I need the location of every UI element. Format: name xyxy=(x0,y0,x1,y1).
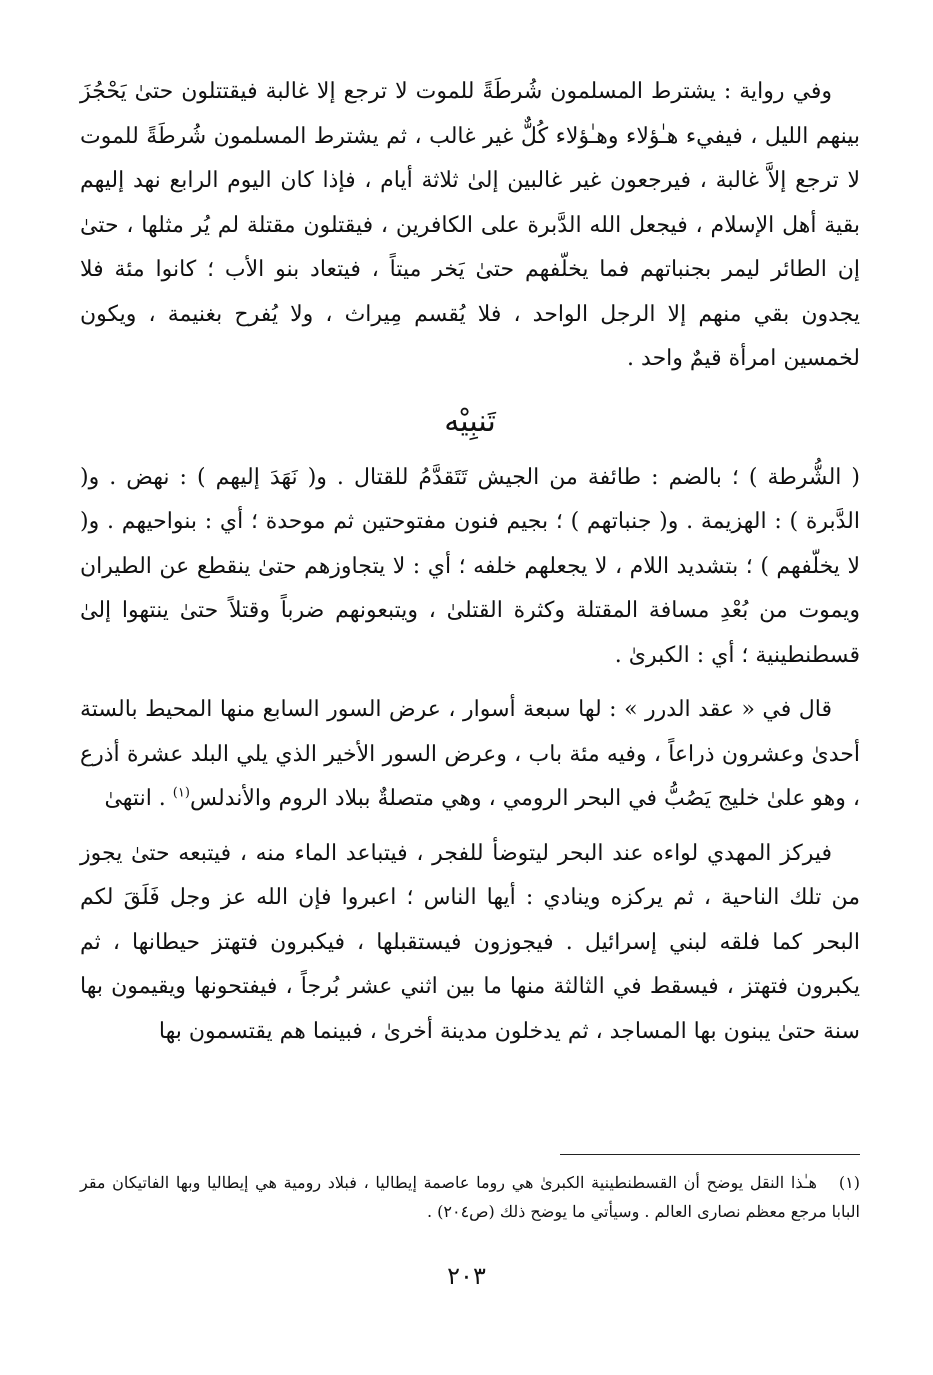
quote-paragraph-text: قال في « عقد الدرر » : لها سبعة أسوار ، عرض السور السابع منها المحيط بالستة أحدىٰ وعشرون ذراعاً ، وفيه مئة باب ، وعرض السور الأخير الذي يلي البلد عشرة أذرع ، وهو علىٰ خليج يَصُبُّ في البحر الرومي ، وهي متصلةٌ ببلاد الروم والأندلس xyxy=(80,697,860,811)
quote-paragraph xyxy=(80,688,860,822)
page-body xyxy=(80,70,860,1054)
glossary-paragraph: ( الشُّرطة ) ؛ بالضم : طائفة من الجيش تَتَقدَّمُ للقتال . و( نَهَدَ إليهم ) : نهض . و( الدَّبرة ) : الهزيمة . و( جنباتهم ) ؛ بجيم فنون مفتوحتين ثم موحدة ؛ أي : بنواحيهم . و( لا يخلّفهم ) ؛ بتشديد اللام ، لا يجعلهم خلفه ؛ أي : لا يتجاوزهم حتىٰ ينقطع عن الطيران ويموت من بُعْدِ مسافة المقتلة وكثرة القتلىٰ ، ويتبعونهم ضرباً وقتلاً حتىٰ ينتهوا إلىٰ قسطنطينية ؛ أي : الكبرىٰ . xyxy=(80,464,861,668)
page-number: ٢٠٣ xyxy=(447,1262,486,1290)
section-heading-tanbih: تَنبِيْه xyxy=(444,403,496,439)
quote-paragraph-end: . انتهىٰ xyxy=(104,786,173,811)
footnote-text: هـٰذا النقل يوضح أن القسطنطينية الكبرىٰ هي روما عاصمة إيطاليا ، فبلاد رومية هي إيطاليا وبها الفاتيكان مقر البابا مرجع معظم نصارى العالم . وسيأتي ما يوضح ذلك (ص٢٠٤) . xyxy=(80,1173,860,1221)
footnote-divider xyxy=(560,1154,860,1155)
mahdi-paragraph: فيركز المهدي لواءه عند البحر ليتوضأ للفجر ، فيتباعد الماء منه ، فيتبعه حتىٰ يجوز من تلك الناحية ، ثم يركزه وينادي : أيها الناس ؛ اعبروا فإن الله عز وجل فَلَقَ لكم البحر كما فلقه لبني إسرائيل . فيجوزون فيستقبلها ، فيكبرون فتهتز حيطانها ، ثم يكبرون فتهتز ، فيسقط في الثالثة منها ما بين اثني عشر بُرجاً ، فيفتحونها ويقيمون بها سنة حتىٰ يبنون بها المساجد ، ثم يدخلون مدينة أخرىٰ ، فبينما هم يقتسمون بها xyxy=(80,840,860,1044)
paragraph-riwaya: وفي رواية : يشترط المسلمون شُرطَةً للموت لا ترجع إلا غالبة فيقتتلون حتىٰ يَحْجُزَ بينهم الليل ، فيفيء هـٰؤلاء وهـٰؤلاء كُلٌّ غير غالب ، ثم يشترط المسلمون شُرطَةً للموت لا ترجع إلاَّ غالبة ، فيرجعون غير غالبين إلىٰ ثلاثة أيام ، فإذا كان اليوم الرابع نهد إليهم بقية أهل الإسلام ، فيجعل الله الدَّبرة على الكافرين ، فيقتلون مقتلة لم يُر مثلها ، حتىٰ إن الطائر ليمر بجنباتهم فما يخلّفهم حتىٰ يَخر ميتاً ، فيتعاد بنو الأب ؛ كانوا مئة فلا يجدون بقي منهم إلا الرجل الواحد ، فلا يُقسم مِيراث ، ولا يُفرح بغنيمة ، ويكون لخمسين امرأة قيمٌ واحد . xyxy=(80,79,860,371)
footnote-section xyxy=(80,1168,860,1226)
footnote-reference[interactable]: (١) xyxy=(172,785,190,801)
footnote-number: (١) xyxy=(838,1173,860,1192)
